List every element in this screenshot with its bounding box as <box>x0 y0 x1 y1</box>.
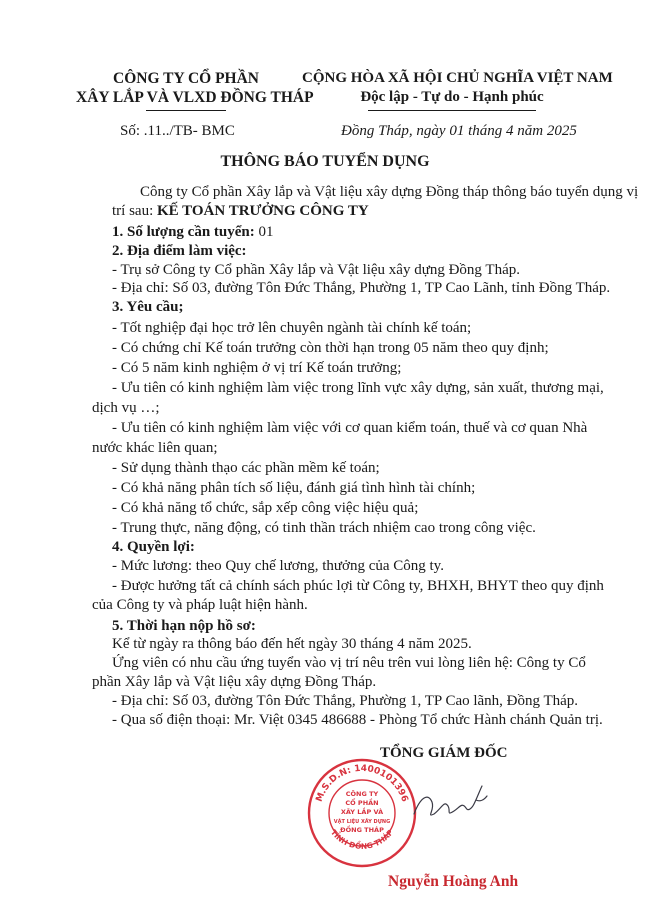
contact-address: - Địa chỉ: Số 03, đường Tôn Đức Thắng, Phường 1, TP Cao lãnh, Đồng Tháp. <box>112 693 579 709</box>
requirement-item: - Có 5 năm kinh nghiệm ở vị trí Kế toán trưởng; <box>112 360 402 376</box>
signatory-title: TỔNG GIÁM ĐỐC <box>380 745 508 761</box>
position-name: KẾ TOÁN TRƯỞNG CÔNG TY <box>157 203 369 219</box>
document-number: Số: .11../TB- BMC <box>120 123 235 139</box>
svg-text:ĐỒNG THÁP: ĐỒNG THÁP <box>340 826 384 834</box>
intro-prefix: trí sau: <box>112 203 157 219</box>
section-1-label: 1. Số lượng cần tuyển: <box>112 224 255 240</box>
requirement-item: - Sử dụng thành thạo các phần mềm kế toán; <box>112 460 380 476</box>
benefit-item: - Được hưởng tất cả chính sách phúc lợi từ Công ty, BHXH, BHYT theo quy định <box>112 578 604 594</box>
svg-text:CÔNG TY: CÔNG TY <box>345 790 379 798</box>
nation-motto: Độc lập - Tự do - Hạnh phúc <box>360 89 544 105</box>
company-name-line2: XÂY LẮP VÀ VLXD ĐỒNG THÁP <box>76 89 314 106</box>
section-2-line: - Địa chỉ: Số 03, đường Tôn Đức Thắng, Phường 1, TP Cao Lãnh, tỉnh Đồng Tháp. <box>112 280 611 296</box>
svg-text:XÂY LẮP VÀ: XÂY LẮP VÀ <box>340 808 384 816</box>
requirement-item: - Tốt nghiệp đại học trở lên chuyên ngành tài chính kế toán; <box>112 320 472 336</box>
section-1 <box>112 222 274 242</box>
section-2-line: - Trụ sở Công ty Cổ phần Xây lắp và Vật liệu xây dựng Đồng Tháp. <box>112 262 520 278</box>
company-underline <box>146 110 226 111</box>
requirement-item: - Trung thực, năng động, có tinh thần trách nhiệm cao trong công việc. <box>112 520 536 536</box>
benefit-item-continued: của Công ty và pháp luật hiện hành. <box>92 597 308 613</box>
svg-text:M.S.D.N: 1400101396: M.S.D.N: 1400101396 <box>314 763 410 804</box>
company-name-line1: CÔNG TY CỔ PHẦN <box>113 70 259 87</box>
benefit-item: - Mức lương: theo Quy chế lương, thưởng của Công ty. <box>112 558 444 574</box>
company-seal <box>306 757 418 869</box>
contact-intro: Ứng viên có nhu cầu ứng tuyển vào vị trí nêu trên vui lòng liên hệ: Công ty Cổ <box>112 655 586 671</box>
section-5-label: 5. Thời hạn nộp hồ sơ: <box>112 618 256 634</box>
section-2-label: 2. Địa điểm làm việc: <box>112 243 247 259</box>
date-place: Đồng Tháp, ngày 01 tháng 4 năm 2025 <box>341 123 577 139</box>
section-1-value: 01 <box>254 224 274 240</box>
requirement-item: - Ưu tiên có kinh nghiệm làm việc trong lĩnh vực xây dựng, sản xuất, thương mại, <box>112 380 604 396</box>
requirement-item-continued: nước khác liên quan; <box>92 440 218 456</box>
requirement-item: - Có chứng chỉ Kế toán trưởng còn thời hạn trong 05 năm theo quy định; <box>112 340 549 356</box>
signer-name: Nguyễn Hoàng Anh <box>388 873 519 890</box>
requirement-item: - Ưu tiên có kinh nghiệm làm việc với cơ quan kiểm toán, thuế và cơ quan Nhà <box>112 420 588 436</box>
svg-text:CỔ PHẦN: CỔ PHẦN <box>345 799 379 807</box>
requirement-item: - Có khả năng tổ chức, sắp xếp công việc hiệu quả; <box>112 500 419 516</box>
nation-title: CỘNG HÒA XÃ HỘI CHỦ NGHĨA VIỆT NAM <box>302 70 613 86</box>
section-4-label: 4. Quyền lợi: <box>112 539 195 555</box>
document-title: THÔNG BÁO TUYỂN DỤNG <box>220 153 430 170</box>
deadline-text: Kể từ ngày ra thông báo đến hết ngày 30 tháng 4 năm 2025. <box>112 636 472 652</box>
requirement-item: - Có khả năng phân tích số liệu, đánh giá tình hình tài chính; <box>112 480 476 496</box>
section-3-label: 3. Yêu cầu; <box>112 299 184 315</box>
requirement-item-continued: dịch vụ …; <box>92 400 160 416</box>
contact-phone: - Qua số điện thoại: Mr. Việt 0345 486688 - Phòng Tổ chức Hành chánh Quản trị. <box>112 712 603 728</box>
intro-line: Công ty Cổ phần Xây lắp và Vật liệu xây dựng Đồng tháp thông báo tuyển dụng vị <box>140 184 639 200</box>
svg-text:VẬT LIỆU XÂY DỰNG: VẬT LIỆU XÂY DỰNG <box>333 819 391 825</box>
motto-underline <box>368 110 536 111</box>
contact-intro-continued: phần Xây lắp và Vật liệu xây dựng Đồng Tháp. <box>92 674 377 690</box>
handwritten-signature <box>410 778 490 828</box>
intro-position-line <box>112 201 369 221</box>
svg-text:TỈNH ĐỒNG THÁP: TỈNH ĐỒNG THÁP <box>328 827 396 851</box>
